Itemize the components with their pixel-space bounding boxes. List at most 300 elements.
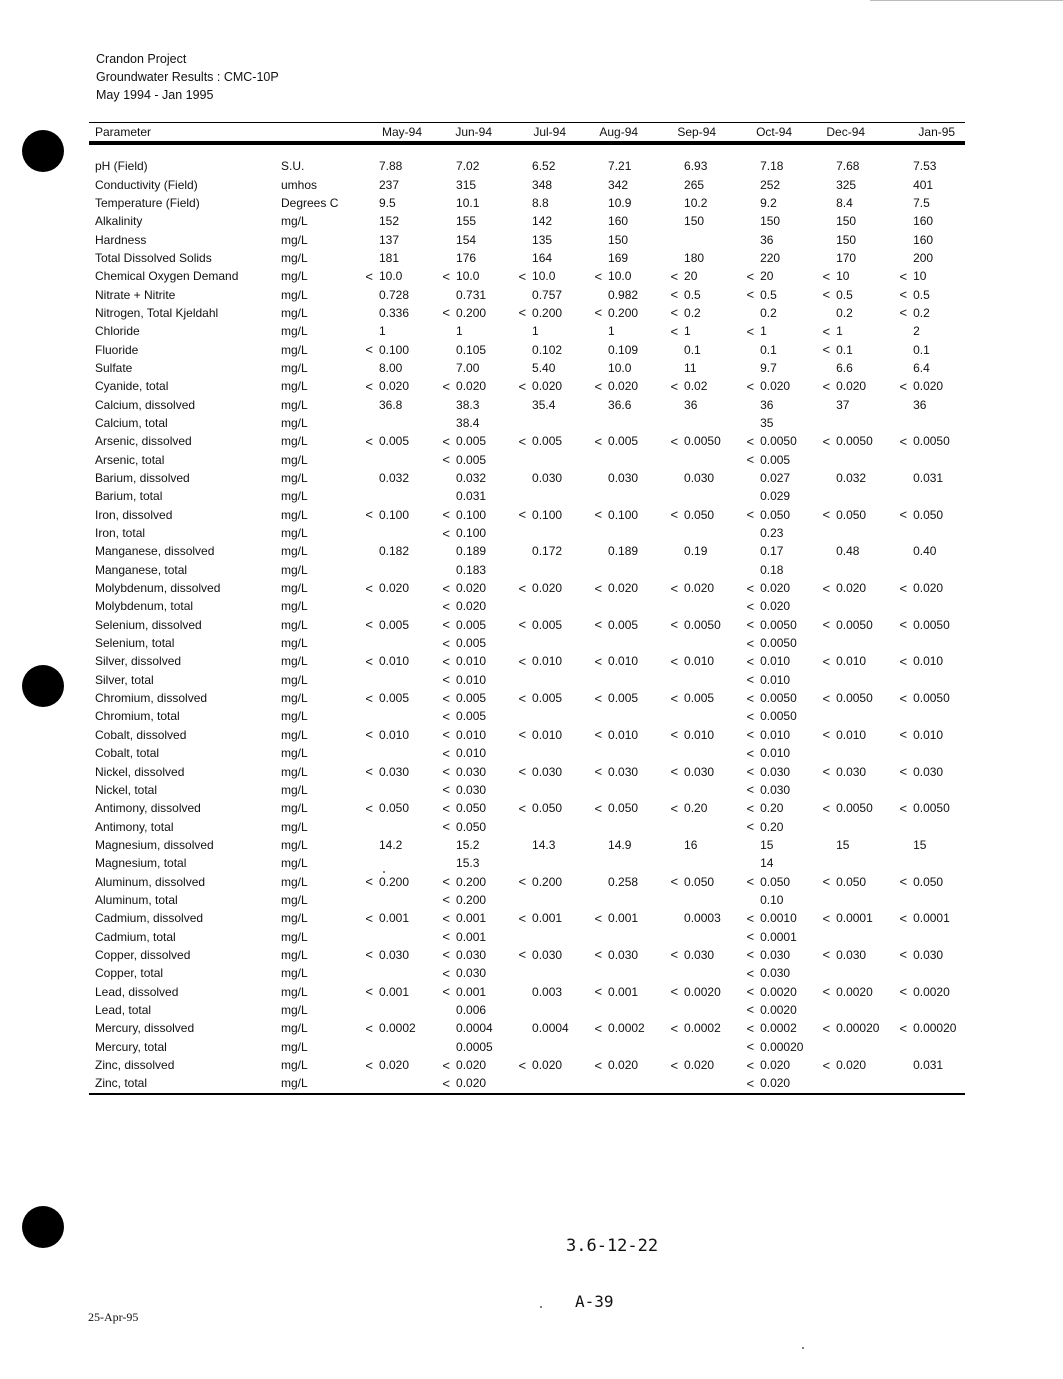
table-row <box>89 340 965 358</box>
cell-value: 342 <box>608 177 629 192</box>
cell-value: 0.030 <box>456 764 487 779</box>
cell-value: 0.001 <box>456 984 487 999</box>
qualifier <box>434 212 456 230</box>
cell-value: 0.0050 <box>913 434 950 449</box>
table-row <box>89 1056 965 1074</box>
cell-value: 0.030 <box>379 947 410 962</box>
qualifier <box>814 157 836 175</box>
qualifier <box>586 964 608 982</box>
qualifier <box>738 175 760 193</box>
qualifier: < <box>899 433 908 449</box>
cell-value: 0.005 <box>608 617 639 632</box>
qualifier <box>357 249 379 267</box>
qualifier: < <box>746 580 755 596</box>
table-row <box>89 322 965 340</box>
qualifier: < <box>899 947 908 963</box>
unit: mg/L <box>281 379 308 394</box>
cell-value: 0.010 <box>760 746 791 761</box>
qualifier <box>891 634 913 652</box>
qualifier: < <box>746 433 755 449</box>
cell-value: 0.010 <box>608 654 639 669</box>
qualifier: < <box>594 268 603 284</box>
qualifier: < <box>670 1057 679 1073</box>
qualifier <box>814 891 836 909</box>
qualifier <box>357 781 379 799</box>
cell-value: 325 <box>836 177 857 192</box>
cell-value <box>684 671 738 689</box>
table-row <box>89 451 965 469</box>
cell-value: 170 <box>836 250 857 265</box>
qualifier <box>357 359 379 377</box>
parameter-name: Cadmium, dissolved <box>95 911 204 926</box>
cell-value: 0.0020 <box>760 984 797 999</box>
cell-value: 37 <box>836 397 850 412</box>
qualifier <box>814 1074 836 1093</box>
qualifier: < <box>365 378 373 394</box>
cell-value: 0.336 <box>379 305 410 320</box>
qualifier: < <box>899 764 908 780</box>
qualifier: < <box>746 1002 755 1018</box>
unit: mg/L <box>281 672 308 687</box>
qualifier: < <box>594 1020 603 1036</box>
cell-value <box>608 817 662 835</box>
table-row <box>89 616 965 634</box>
cell-value <box>379 451 434 469</box>
qualifier <box>510 927 532 945</box>
cell-value: 0.020 <box>760 599 791 614</box>
cell-value: 150 <box>608 232 629 247</box>
qualifier <box>357 1001 379 1019</box>
qualifier <box>586 1038 608 1056</box>
cell-value <box>836 964 891 982</box>
cell-value: 0.001 <box>532 911 563 926</box>
qualifier <box>814 194 836 212</box>
qualifier <box>814 707 836 725</box>
document-code: 3.6-12-22 <box>566 1236 659 1256</box>
cell-value: 0.005 <box>684 691 715 706</box>
cell-value <box>379 1074 434 1093</box>
cell-value <box>379 891 434 909</box>
qualifier: < <box>822 287 831 303</box>
cell-value <box>836 414 891 432</box>
qualifier <box>891 1038 913 1056</box>
qualifier <box>891 212 913 230</box>
cell-value <box>836 744 891 762</box>
table-row <box>89 194 965 212</box>
table-row <box>89 671 965 689</box>
qualifier <box>814 175 836 193</box>
parameter-name: Magnesium, dissolved <box>95 837 214 852</box>
cell-value: 0.18 <box>760 562 784 577</box>
scan-speck <box>802 1347 804 1349</box>
cell-value: 0.050 <box>836 874 867 889</box>
cell-value <box>836 854 891 872</box>
table-row <box>89 212 965 230</box>
qualifier <box>662 230 684 248</box>
cell-value: 0.020 <box>456 599 487 614</box>
qualifier <box>738 524 760 542</box>
cell-value: 401 <box>913 177 934 192</box>
qualifier: < <box>670 947 679 963</box>
cell-value: 0.00020 <box>913 1021 957 1036</box>
qualifier: < <box>746 268 755 284</box>
qualifier: < <box>518 378 527 394</box>
qualifier: < <box>518 268 527 284</box>
qualifier <box>891 194 913 212</box>
cell-value: 0.0002 <box>608 1021 645 1036</box>
qualifier: < <box>746 598 755 614</box>
parameter-name: Nickel, dissolved <box>95 764 185 779</box>
qualifier <box>586 597 608 615</box>
cell-value: 0.1 <box>913 342 930 357</box>
qualifier <box>586 854 608 872</box>
qualifier <box>434 561 456 579</box>
cell-value <box>836 597 891 615</box>
qualifier: < <box>365 910 373 926</box>
table-row <box>89 707 965 725</box>
qualifier: < <box>365 764 373 780</box>
qualifier <box>357 487 379 505</box>
cell-value: 0.006 <box>456 1002 487 1017</box>
qualifier: < <box>518 580 527 596</box>
cell-value: 9.2 <box>760 195 777 210</box>
cell-value <box>532 597 586 615</box>
qualifier: < <box>442 305 451 321</box>
binder-hole <box>22 665 64 707</box>
qualifier: < <box>594 507 603 523</box>
qualifier: < <box>822 910 831 926</box>
parameter-name: Mercury, dissolved <box>95 1021 195 1036</box>
cell-value: 0.020 <box>836 581 867 596</box>
cell-value: 0.050 <box>913 507 944 522</box>
qualifier <box>586 634 608 652</box>
cell-value <box>379 927 434 945</box>
table-row <box>89 524 965 542</box>
unit: mg/L <box>281 1039 308 1054</box>
qualifier: < <box>746 800 755 816</box>
unit: mg/L <box>281 1021 308 1036</box>
cell-value <box>913 671 965 689</box>
cell-value <box>684 891 738 909</box>
qualifier: < <box>746 690 755 706</box>
qualifier <box>586 249 608 267</box>
qualifier <box>738 230 760 248</box>
cell-value <box>608 451 662 469</box>
table-row <box>89 836 965 854</box>
cell-value <box>836 561 891 579</box>
qualifier: < <box>518 617 527 633</box>
cell-value <box>836 524 891 542</box>
qualifier <box>357 175 379 193</box>
cell-value: 0.005 <box>379 691 410 706</box>
cell-value: 0.020 <box>608 1058 639 1073</box>
parameter-header: Parameter <box>89 123 357 144</box>
qualifier <box>586 891 608 909</box>
cell-value <box>684 230 738 248</box>
qualifier <box>434 854 456 872</box>
qualifier <box>510 671 532 689</box>
qualifier <box>586 395 608 413</box>
qualifier: < <box>670 727 679 743</box>
qualifier: < <box>594 690 603 706</box>
cell-value: 16 <box>684 837 698 852</box>
qualifier: < <box>518 507 527 523</box>
qualifier <box>357 671 379 689</box>
qualifier <box>891 817 913 835</box>
qualifier <box>738 395 760 413</box>
qualifier <box>662 671 684 689</box>
cell-value <box>532 964 586 982</box>
parameter-name: Hardness <box>95 232 147 247</box>
qualifier: < <box>365 690 373 706</box>
cell-value <box>532 744 586 762</box>
qualifier <box>510 487 532 505</box>
table-row <box>89 395 965 413</box>
cell-value: 0.0001 <box>760 929 797 944</box>
cell-value: 11 <box>684 360 697 375</box>
qualifier <box>434 487 456 505</box>
groundwater-results-table <box>89 122 965 1095</box>
cell-value <box>913 817 965 835</box>
qualifier: < <box>822 580 831 596</box>
cell-value: 0.1 <box>836 342 853 357</box>
qualifier <box>586 359 608 377</box>
qualifier <box>738 469 760 487</box>
unit: mg/L <box>281 1002 308 1017</box>
cell-value: 38.4 <box>456 415 480 430</box>
cell-value: 0.010 <box>456 727 487 742</box>
cell-value: 0.200 <box>379 874 410 889</box>
qualifier <box>738 212 760 230</box>
cell-value <box>913 854 965 872</box>
parameter-name: Chromium, dissolved <box>95 691 208 706</box>
cell-value <box>608 707 662 725</box>
cell-value: 0.020 <box>456 581 487 596</box>
qualifier <box>814 542 836 560</box>
cell-value <box>684 927 738 945</box>
qualifier <box>814 414 836 432</box>
qualifier <box>510 395 532 413</box>
unit: mg/L <box>281 434 308 449</box>
qualifier <box>586 836 608 854</box>
cell-value <box>532 707 586 725</box>
qualifier <box>891 1001 913 1019</box>
table-row <box>89 249 965 267</box>
cell-value: 0.010 <box>760 654 791 669</box>
qualifier <box>357 469 379 487</box>
cell-value: 0.005 <box>379 434 410 449</box>
table-row <box>89 689 965 707</box>
qualifier: < <box>442 268 451 284</box>
qualifier <box>434 359 456 377</box>
cell-value: 0.00020 <box>836 1021 880 1036</box>
cell-value <box>913 1074 965 1093</box>
qualifier: < <box>746 745 755 761</box>
qualifier: < <box>442 452 451 468</box>
cell-value: 0.1 <box>760 342 777 357</box>
cell-value <box>532 927 586 945</box>
cell-value: 0.728 <box>379 287 410 302</box>
qualifier <box>434 1019 456 1037</box>
cell-value: 0.172 <box>532 544 563 559</box>
qualifier: < <box>365 653 373 669</box>
qualifier: < <box>594 378 603 394</box>
cell-value: 0.010 <box>456 654 487 669</box>
unit: mg/L <box>281 305 308 320</box>
cell-value: 0.031 <box>913 1058 944 1073</box>
qualifier: < <box>746 287 755 303</box>
qualifier: < <box>442 525 451 541</box>
cell-value: 348 <box>532 177 553 192</box>
qualifier: < <box>899 910 908 926</box>
cell-value: 0.001 <box>379 911 410 926</box>
qualifier: < <box>518 727 527 743</box>
qualifier <box>357 285 379 303</box>
cell-value <box>532 634 586 652</box>
cell-value: 10 <box>836 269 850 284</box>
cell-value: 142 <box>532 214 553 229</box>
qualifier <box>814 597 836 615</box>
qualifier <box>814 836 836 854</box>
cell-value: 0.010 <box>913 727 944 742</box>
qualifier <box>357 1074 379 1093</box>
cell-value: 0.030 <box>684 764 715 779</box>
cell-value: 0.200 <box>456 892 487 907</box>
cell-value: 0.020 <box>379 379 410 394</box>
unit: mg/L <box>281 947 308 962</box>
qualifier <box>586 872 608 890</box>
cell-value: 1 <box>608 324 615 339</box>
table-row <box>89 414 965 432</box>
table-row <box>89 157 965 175</box>
cell-value: 15 <box>913 837 927 852</box>
cell-value: 0.001 <box>608 984 639 999</box>
qualifier: < <box>822 617 831 633</box>
table-row <box>89 964 965 982</box>
qualifier <box>510 212 532 230</box>
parameter-name: Nitrogen, Total Kjeldahl <box>95 305 219 320</box>
cell-value: 15 <box>836 837 850 852</box>
cell-value: 0.200 <box>532 305 563 320</box>
cell-value: 10 <box>913 269 927 284</box>
cell-value: 10.1 <box>456 195 480 210</box>
cell-value: 0.020 <box>913 581 944 596</box>
cell-value: 0.005 <box>379 617 410 632</box>
qualifier <box>510 194 532 212</box>
cell-value: 7.02 <box>456 159 480 174</box>
cell-value: 36 <box>913 397 927 412</box>
cell-value: 0.030 <box>456 947 487 962</box>
cell-value: 0.258 <box>608 874 639 889</box>
cell-value: 0.0002 <box>379 1021 416 1036</box>
cell-value <box>608 781 662 799</box>
cell-value <box>608 1038 662 1056</box>
qualifier <box>510 1019 532 1037</box>
cell-value: 220 <box>760 250 781 265</box>
table-row <box>89 542 965 560</box>
qualifier <box>434 157 456 175</box>
table-row <box>89 1001 965 1019</box>
qualifier <box>662 836 684 854</box>
qualifier <box>357 744 379 762</box>
parameter-name: Silver, total <box>95 672 154 687</box>
cell-value: 0.0001 <box>913 911 950 926</box>
cell-value: 150 <box>684 214 705 229</box>
cell-value: 14.3 <box>532 837 556 852</box>
qualifier: < <box>594 305 603 321</box>
qualifier <box>586 561 608 579</box>
cell-value: 181 <box>379 250 400 265</box>
unit: mg/L <box>281 250 308 265</box>
cell-value <box>684 597 738 615</box>
qualifier: < <box>822 984 831 1000</box>
unit: mg/L <box>281 764 308 779</box>
qualifier: < <box>365 433 373 449</box>
parameter-name: Iron, total <box>95 526 146 541</box>
month-header: May-94 <box>357 123 434 144</box>
cell-value: 0.005 <box>608 434 639 449</box>
cell-value <box>913 487 965 505</box>
qualifier <box>891 561 913 579</box>
qualifier <box>586 707 608 725</box>
unit: mg/L <box>281 599 308 614</box>
qualifier <box>434 175 456 193</box>
cell-value: 0.182 <box>379 544 410 559</box>
qualifier: < <box>518 910 527 926</box>
unit: mg/L <box>281 892 308 907</box>
qualifier: < <box>594 617 603 633</box>
cell-value: 36 <box>760 397 774 412</box>
parameter-name: Conductivity (Field) <box>95 177 198 192</box>
cell-value: 1 <box>532 324 539 339</box>
qualifier <box>434 322 456 340</box>
qualifier: < <box>518 874 527 890</box>
cell-value: 0.0050 <box>684 434 721 449</box>
cell-value: 150 <box>760 214 781 229</box>
document-subtitle: Groundwater Results : CMC-10P <box>96 70 279 84</box>
parameter-name: Manganese, total <box>95 562 188 577</box>
qualifier: < <box>746 378 755 394</box>
parameter-name: Fluoride <box>95 342 139 357</box>
cell-value: 0.731 <box>456 287 487 302</box>
cell-value: 0.030 <box>532 764 563 779</box>
cell-value: 0.010 <box>456 672 487 687</box>
cell-value: 0.020 <box>379 581 410 596</box>
cell-value: 0.2 <box>760 305 777 320</box>
qualifier: < <box>822 727 831 743</box>
qualifier: < <box>365 1057 373 1073</box>
cell-value: 14.9 <box>608 837 632 852</box>
qualifier <box>357 542 379 560</box>
qualifier <box>510 891 532 909</box>
parameter-name: Alkalinity <box>95 214 143 229</box>
qualifier <box>814 671 836 689</box>
qualifier <box>662 781 684 799</box>
qualifier: < <box>670 984 679 1000</box>
cell-value: 0.030 <box>836 764 867 779</box>
qualifier <box>510 175 532 193</box>
cell-value: 0.020 <box>760 581 791 596</box>
cell-value: 0.102 <box>532 342 563 357</box>
qualifier <box>662 634 684 652</box>
unit: mg/L <box>281 1074 357 1093</box>
qualifier: < <box>670 323 679 339</box>
cell-value: 137 <box>379 232 400 247</box>
parameter-name: Barium, total <box>95 489 163 504</box>
cell-value: 0.030 <box>456 966 487 981</box>
cell-value <box>913 964 965 982</box>
cell-value: 0.050 <box>760 507 791 522</box>
